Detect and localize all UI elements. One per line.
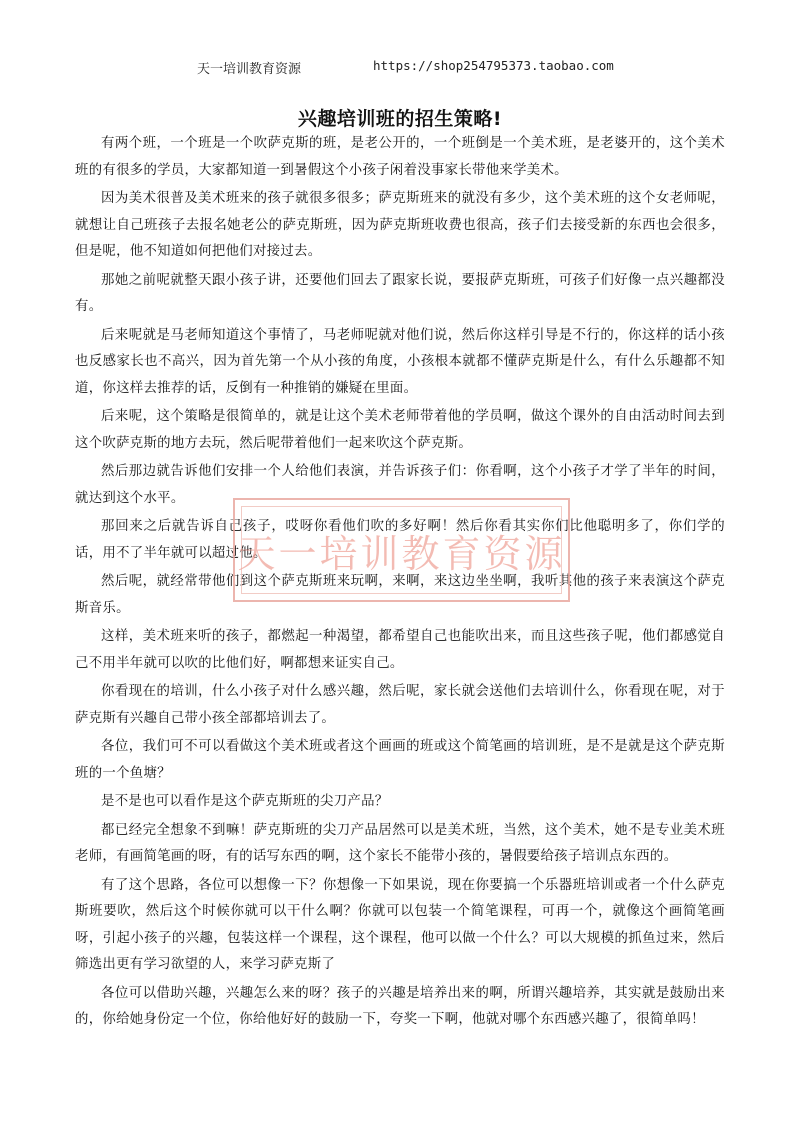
paragraph: 各位，我们可不可以看做这个美术班或者这个画画的班或这个简笔画的培训班，是不是就是这个萨克斯班的一个鱼塘？ (75, 739, 725, 781)
shop-url-link[interactable]: https://shop254795373.taobao.com (373, 58, 614, 73)
source-name: 天一培训教育资源 (197, 62, 302, 77)
paragraph: 然后呢，就经常带他们到这个萨克斯班来玩啊，来啊，来这边坐坐啊，我听其他的孩子来表演这个萨克斯音乐。 (75, 574, 725, 616)
paragraph: 那回来之后就告诉自己孩子，哎呀你看他们吹的多好啊！然后你看其实你们比他聪明多了，你们学的话，用不了半年就可以超过他。 (75, 519, 725, 561)
paragraph: 后来呢就是马老师知道这个事情了，马老师呢就对他们说，然后你这样引导是不行的，你这样的话小孩也反感家长也不高兴，因为首先第一个从小孩的角度，小孩根本就都不懂萨克斯是什么，有什么乐趣都不知道，你这样去推荐的话，反倒有一种推销的嫌疑在里面。 (75, 327, 725, 396)
paragraph: 是不是也可以看作是这个萨克斯班的尖刀产品？ (101, 794, 389, 809)
paragraph: 那她之前呢就整天跟小孩子讲，还要他们回去了跟家长说，要报萨克斯班，可孩子们好像一点兴趣都没有。 (75, 272, 725, 314)
paragraph: 这样，美术班来听的孩子，都燃起一种渴望，都希望自己也能吹出来，而且这些孩子呢，他们都感觉自己不用半年就可以吹的比他们好，啊都想来证实自己。 (75, 629, 725, 671)
page-header (0, 58, 800, 80)
paragraph: 都已经完全想象不到嘛！萨克斯班的尖刀产品居然可以是美术班，当然，这个美术，她不是专业美术班老师，有画简笔画的呀，有的话写东西的啊，这个家长不能带小孩的，暑假要给孩子培训点东西的。 (75, 822, 725, 864)
paragraph: 各位可以借助兴趣，兴趣怎么来的呀？孩子的兴趣是培养出来的啊，所谓兴趣培养，其实就是鼓励出来的，你给她身份定一个位，你给他好好的鼓励一下，夸奖一下啊，他就对哪个东西感兴趣了，很简单吗！ (75, 985, 725, 1027)
paragraph: 你看现在的培训，什么小孩子对什么感兴趣，然后呢，家长就会送他们去培训什么，你看现在呢，对于萨克斯有兴趣自己带小孩全部都培训去了。 (75, 684, 725, 726)
paragraph: 有了这个思路，各位可以想像一下？你想像一下如果说，现在你要搞一个乐器班培训或者一个什么萨克斯班要吹，然后这个时候你就可以干什么啊？你就可以包装一个简笔课程，可再一个，就像这个画简笔画呀，引起小孩子的兴趣，包装这样一个课程，这个课程，他可以做一个什么？可以大规模的抓鱼过来，然后筛选出更有学习欲望的人，来学习萨克斯了 (75, 877, 725, 972)
paragraph: 然后那边就告诉他们安排一个人给他们表演，并告诉孩子们：你看啊，这个小孩子才学了半年的时间，就达到这个水平。 (75, 464, 725, 506)
paragraph: 后来呢，这个策略是很简单的，就是让这个美术老师带着他的学员啊，做这个课外的自由活动时间去到这个吹萨克斯的地方去玩，然后呢带着他们一起来吹这个萨克斯。 (75, 409, 725, 451)
document-body (75, 131, 725, 1036)
document-title: 兴趣培训班的招生策略! (297, 108, 503, 130)
paragraph: 有两个班，一个班是一个吹萨克斯的班，是老公开的，一个班倒是一个美术班，是老婆开的，这个美术班的有很多的学员，大家都知道一到暑假这个小孩子闲着没事家长带他来学美术。 (75, 136, 725, 178)
paragraph: 因为美术很普及美术班来的孩子就很多很多；萨克斯班来的就没有多少，这个美术班的这个女老师呢，就想让自己班孩子去报名她老公的萨克斯班，因为萨克斯班收费也很高，孩子们去接受新的东西也会很多，但是呢，他不知道如何把他们对接过去。 (75, 191, 725, 259)
watermark-text: 天一培训教育资源 (237, 531, 566, 576)
